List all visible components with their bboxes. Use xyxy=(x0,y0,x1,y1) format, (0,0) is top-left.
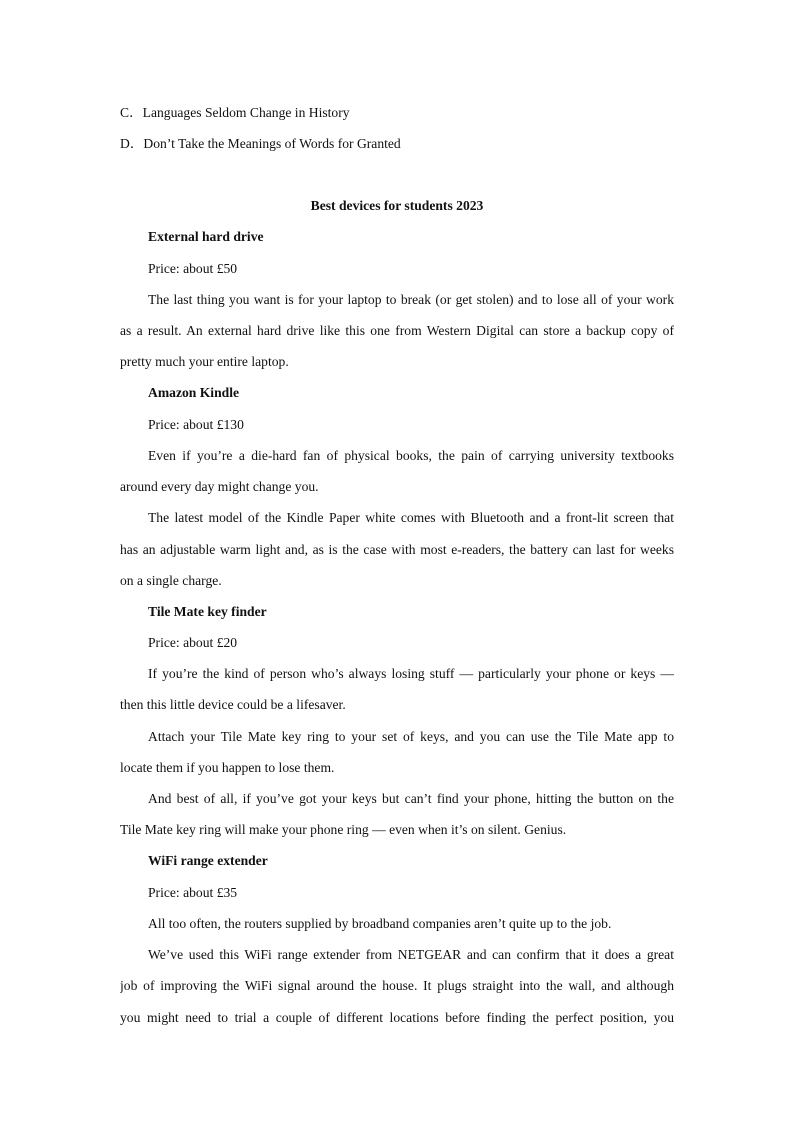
option-d: D．Don’t Take the Meanings of Words for Granted xyxy=(120,136,401,151)
paragraph-line: Even if you’re a die-hard fan of physical books, the pain of carrying university textbooks xyxy=(148,448,674,463)
paragraph-line: Tile Mate key ring will make your phone ring — even when it’s on silent. Genius. xyxy=(120,822,567,837)
paragraph-line: has an adjustable warm light and, as is the case with most e-readers, the battery can last for weeks xyxy=(120,542,674,557)
section-heading-amazon-kindle: Amazon Kindle xyxy=(148,385,240,400)
paragraph-line: pretty much your entire laptop. xyxy=(120,354,289,369)
paragraph-line: All too often, the routers supplied by broadband companies aren’t quite up to the job. xyxy=(148,916,612,931)
section-heading-external-hard-drive: External hard drive xyxy=(148,229,264,244)
paragraph-line: locate them if you happen to lose them. xyxy=(120,760,335,775)
paragraph-line: job of improving the WiFi signal around the house. It plugs straight into the wall, and although xyxy=(120,978,674,993)
paragraph-line: around every day might change you. xyxy=(120,479,319,494)
paragraph-line: We’ve used this WiFi range extender from NETGEAR and can confirm that it does a great xyxy=(148,947,674,962)
paragraph-line: as a result. An external hard drive like this one from Western Digital can store a backup copy of xyxy=(120,323,674,338)
paragraph-line: The latest model of the Kindle Paper white comes with Bluetooth and a front-lit screen that xyxy=(148,510,674,525)
paragraph-line: If you’re the kind of person who’s always losing stuff — particularly your phone or keys — xyxy=(148,666,674,681)
section-heading-wifi-range-extender: WiFi range extender xyxy=(148,853,268,868)
section-price: Price: about £35 xyxy=(148,885,238,900)
paragraph-line: Attach your Tile Mate key ring to your set of keys, and you can use the Tile Mate app to xyxy=(148,729,674,744)
section-price: Price: about £130 xyxy=(148,417,244,432)
paragraph-line: The last thing you want is for your laptop to break (or get stolen) and to lose all of your work xyxy=(148,292,674,307)
paragraph-line: And best of all, if you’ve got your keys but can’t find your phone, hitting the button on the xyxy=(148,791,674,806)
paragraph-line: then this little device could be a lifesaver. xyxy=(120,697,346,712)
section-heading-tile-mate-key-finder: Tile Mate key finder xyxy=(148,604,267,619)
paragraph-line: on a single charge. xyxy=(120,573,222,588)
paragraph-line: you might need to trial a couple of different locations before finding the perfect position, you xyxy=(120,1010,674,1025)
section-price: Price: about £50 xyxy=(148,261,238,276)
section-price: Price: about £20 xyxy=(148,635,238,650)
option-c: C．Languages Seldom Change in History xyxy=(120,105,350,120)
article-title: Best devices for students 2023 xyxy=(310,198,484,213)
